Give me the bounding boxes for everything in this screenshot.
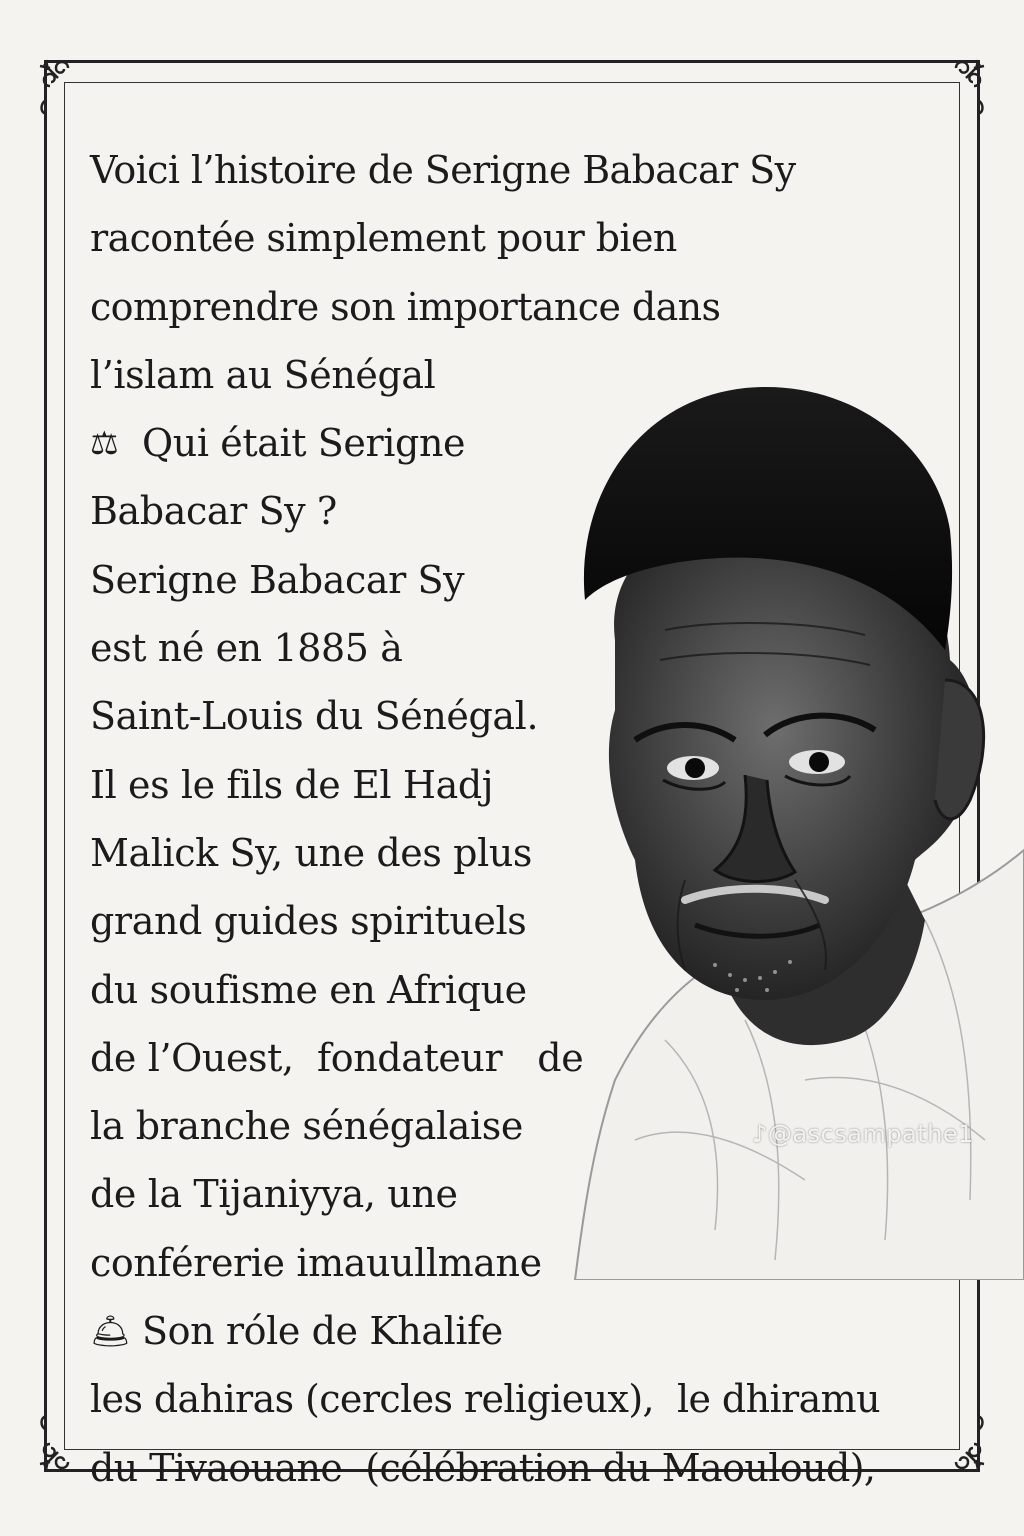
body-line: Il es le fils de El Hadj	[90, 762, 494, 807]
body-line: grand guides spirituels	[90, 899, 527, 944]
text-block	[90, 136, 950, 1502]
intro-line: comprendre son importance dans	[90, 284, 721, 329]
section1-heading	[90, 409, 950, 477]
section2-line: les dahiras (cercles religieux), le dhiramu	[90, 1377, 880, 1422]
section1-heading-line: Babacar Sy ?	[90, 489, 337, 534]
body-line: Saint-Louis du Sénégal.	[90, 694, 539, 739]
section2-heading	[90, 1297, 950, 1365]
body-line: de la Tijaniyya, une	[90, 1172, 458, 1217]
body-line: la branche sénégalaise	[90, 1104, 523, 1149]
intro-line: racontée simplement pour bien	[90, 216, 677, 261]
section2-heading-text: Son róle de Khalife	[142, 1309, 503, 1354]
corner-ornament-icon	[36, 56, 106, 126]
body-line: est né en 1885 à	[90, 626, 403, 671]
body-line: de l’Ouest, fondateur de	[90, 1035, 584, 1080]
tiktok-watermark: ♪@ascsampathe1	[752, 1120, 974, 1148]
balance-scale-icon: ⚖	[90, 424, 119, 463]
section1-heading-text: Qui était Serigne	[142, 421, 466, 466]
body-line: conférerie imauullmane	[90, 1240, 542, 1285]
watermark-handle: ascsampathe1	[792, 1120, 974, 1148]
body-line: Malick Sy, une des plus	[90, 830, 533, 875]
body-line: du soufisme en Afrique	[90, 967, 527, 1012]
intro-line: Voici l’histoire de Serigne Babacar Sy	[90, 148, 796, 192]
intro-line: l’islam au Sénégal	[90, 352, 436, 397]
corner-ornament-icon	[918, 56, 988, 126]
section2-line: du Tivaouane (célébration du Maouloud),	[90, 1445, 876, 1490]
bell-icon: 🛎	[90, 1312, 131, 1351]
body-line: Serigne Babacar Sy	[90, 557, 465, 602]
